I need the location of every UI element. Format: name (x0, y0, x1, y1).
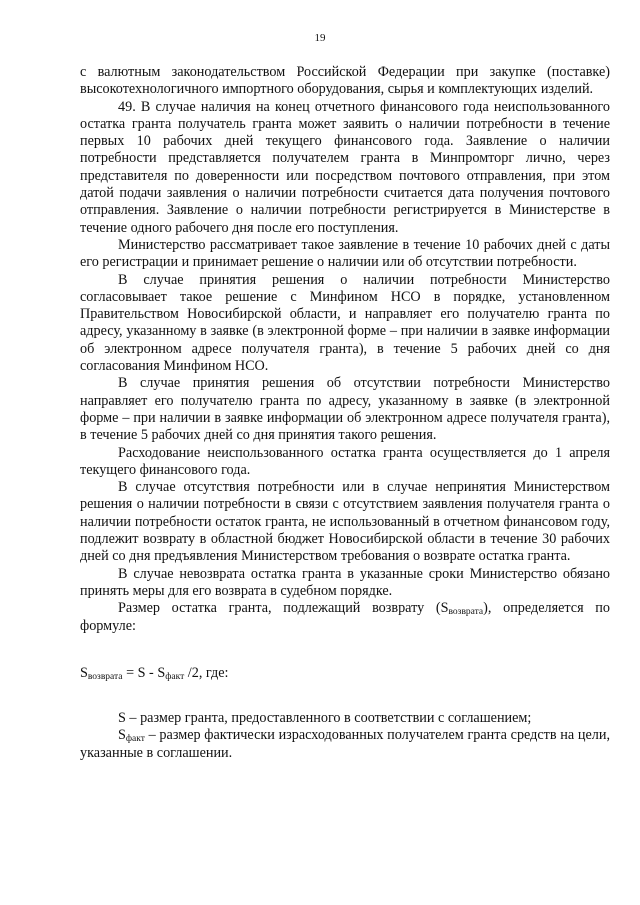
formula-rest: /2, где: (184, 664, 229, 681)
size-paragraph-subscript: возврата (448, 607, 484, 618)
formula-lhs: S (80, 664, 88, 681)
paragraph: В случае принятия решения об отсутствии потребности Министерство направляет его получателю гранта по адресу, указанному в заявке (в электронной форме – при наличии в заявке информации об электронном адресе получателя гранта), в течение 5 рабочих дней со дня принятия такого решения. (80, 375, 610, 444)
document-body (80, 64, 610, 762)
formula-fact-subscript: факт (165, 671, 185, 682)
size-paragraph-after: ), определяется по формуле: (80, 600, 610, 634)
definition-sfact-subscript: факт (125, 734, 145, 745)
definition-s: S – размер гранта, предоставленного в соответствии с соглашением; (118, 710, 532, 727)
size-paragraph-before: Размер остатка гранта, подлежащий возврату (S (118, 600, 449, 617)
paragraph: В случае невозврата остатка гранта в указанные сроки Министерство обязано принять меры для его возврата в судебном порядке. (80, 565, 610, 599)
paragraph: В случае принятия решения о наличии потребности Министерство согласовывает такое решение с Минфином НСО в порядке, установленном Правительством Новосибирской области, и направляет его получателю гранта по адресу, указанному в заявке (в электронной форме – при наличии в заявке информации об электронном адресе получателя гранта), в течение 5 рабочих дней со дня согласования Минфином НСО. (80, 271, 610, 375)
paragraph: 49. В случае наличия на конец отчетного финансового года неиспользованного остатка гранта получатель гранта может заявить о наличии потребности в течение первых 10 рабочих дней текущего финансового года. Заявление о наличии потребности представляется получателем гранта в Минпромторг лично, через представителя по доверенности или посредством почтового отправления, при этом датой подачи заявления о наличии потребности считается дата получения почтового отправления. Заявление о наличии потребности регистрируется в Министерстве в течение одного рабочего дня после его поступления. (80, 98, 610, 236)
paragraph: Министерство рассматривает такое заявление в течение 10 рабочих дней с даты его регистрации и принимает решение о наличии или об отсутствии потребности. (80, 236, 610, 271)
page-number: 19 (314, 32, 326, 44)
size-paragraph (80, 600, 610, 635)
formula-eq: = S - S (122, 664, 166, 681)
paragraph: с валютным законодательством Российской Федерации при закупке (поставке) высокотехнологичного импортного оборудования, сырья и комплектующих изделий. (80, 64, 610, 98)
formula-lhs-subscript: возврата (87, 671, 123, 682)
definition-sfact-symbol: S (118, 727, 126, 744)
definition-sfact-text: – размер фактически израсходованных получателем гранта средств на цели, указанные в соглашении. (80, 727, 610, 761)
definition-sfact (80, 727, 610, 762)
paragraph: Расходование неиспользованного остатка гранта осуществляется до 1 апреля текущего финансового года. (80, 444, 610, 478)
formula (80, 665, 610, 682)
paragraph: В случае отсутствия потребности или в случае непринятия Министерством решения о наличии потребности в связи с отсутствием заявления получателя гранта о наличии потребности остаток гранта, не использованный в отчетном финансовом году, подлежит возврату в областной бюджет Новосибирской области в течение 30 рабочих дней со дня предъявления Министерством требования о возврате остатка гранта. (80, 479, 610, 565)
